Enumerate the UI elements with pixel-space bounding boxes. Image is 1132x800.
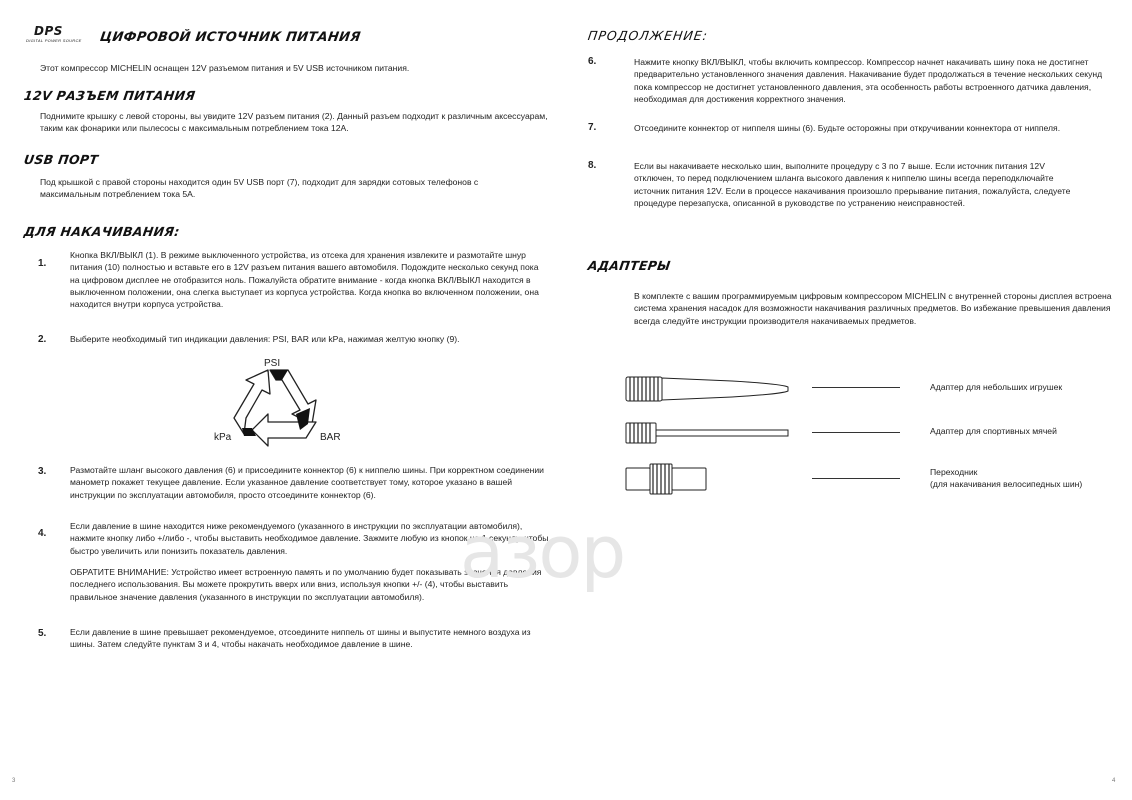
adapter-toy-label: Адаптер для небольших игрушек — [930, 382, 1063, 392]
step-text: Если вы накачиваете несколько шин, выполните процедуру с 3 по 7 выше. Если источник питания 12V отключен, то перед подключением шланга высокого давления к ниппелю шины всегда переподключайте источник питания 12V. Если в процессе накачивания произошло прерывание питания, пожалуйста, следуете процедуре перезапуска, описанной в руководстве по устранению неисправностей. — [634, 161, 1071, 208]
note-text: ОБРАТИТЕ ВНИМАНИЕ: Устройство имеет встроенную память и по умолчанию будет показывать значения давления последнего использования. Вы можете прокрутить вверх или вниз, используя кнопки +/- (4), чтобы выставить правильное значение давления (указанного в инструкции по эксплуатации автомобиля). — [70, 567, 542, 602]
label-psi: PSI — [264, 358, 281, 369]
intro-text: Этот компрессор MICHELIN оснащен 12V разъемом питания и 5V USB источником питания. — [40, 63, 410, 73]
step-number: 7. — [588, 122, 597, 133]
step-text: Если давление в шине превышает рекомендуемое, отсоедините ниппель от шины и выпустите немного воздуха из шины. Затем следуйте пунктам 3 и 4, чтобы накачать необходимое давление в шине. — [70, 627, 531, 650]
page-number-left: 3 — [12, 778, 16, 784]
step-number: 3. — [38, 466, 47, 477]
adapter-presta-label: Переходник (для накачивания велосипедных шин) — [930, 467, 1083, 490]
section-heading-inflate: ДЛЯ НАКАЧИВАНИЯ: — [22, 224, 181, 239]
section-text-12v: Поднимите крышку с левой стороны, вы увидите 12V разъем питания (2). Данный разъем подходит к различным аксессуарам, таким как фонарики или пылесосы с максимальным потреблением тока 12А. — [40, 111, 548, 134]
step-text: Если давление в шине находится ниже рекомендуемого (указанного в инструкции по эксплуатации автомобиля), нажмите кнопку либо +/либо -, чтобы выставить необходимое давление. Зажмите любую из кнопок на 1 секунду, чтобы быстро увеличить или понизить показатель давления. — [70, 521, 549, 556]
step-number: 6. — [588, 56, 597, 67]
adapter-toy-leader-line — [812, 387, 900, 388]
logo-tagline: DIGITAL POWER SOURCE — [26, 38, 82, 43]
step-text: Выберите необходимый тип индикации давления: PSI, BAR или kPa, нажимая желтую кнопку (9). — [70, 334, 460, 344]
page-title: ЦИФРОВОЙ ИСТОЧНИК ПИТАНИЯ — [98, 30, 362, 45]
adapter-ball-leader-line — [812, 432, 900, 433]
section-heading-12v: 12V РАЗЪЕМ ПИТАНИЯ — [22, 88, 197, 103]
label-bar: BAR — [320, 432, 341, 443]
adapter-toy-icon — [622, 374, 792, 404]
step-number: 2. — [38, 334, 47, 345]
logo-mark: DPS — [34, 24, 63, 38]
adapter-presta-leader-line — [812, 478, 900, 479]
step-number: 4. — [38, 528, 47, 539]
pressure-unit-cycle-diagram — [212, 352, 352, 452]
step-number: 8. — [588, 160, 597, 171]
adapter-ball-needle-icon — [622, 420, 792, 446]
adapters-text: В комплекте с вашим программируемым цифровым компрессором MICHELIN с внутренней стороны дисплея встроена система хранения насадок для возможности накачивания различных предметов. Во избежание превышения давления всегда следуйте инструкции производителя накачиваемых предметов. — [634, 291, 1112, 326]
step-text: Отсоедините коннектор от ниппеля шины (6). Будьте осторожны при откручивании коннектора от ниппеля. — [634, 123, 1061, 133]
page-number-right: 4 — [1112, 778, 1116, 784]
section-text-usb: Под крышкой с правой стороны находится один 5V USB порт (7), подходит для зарядки сотовых телефонов с максимальным потреблением тока 5А. — [40, 177, 479, 200]
continued-heading: ПРОДОЛЖЕНИЕ: — [586, 28, 710, 43]
adapter-presta-icon — [622, 462, 722, 496]
watermark: азор — [460, 510, 625, 594]
step-text: Нажмите кнопку ВКЛ/ВЫКЛ, чтобы включить компрессор. Компрессор начнет накачивать шину пока не достигнет предварительно установленного значения давления. Накачивание будет продолжаться в течение нескольких секунд пока компрессор не достигнет установленного давления, эта особенность работы встроенного датчика давления, необходимая для достижения корректного значения. — [634, 57, 1103, 104]
section-heading-usb: USB ПОРТ — [22, 152, 100, 167]
step-number: 5. — [38, 628, 47, 639]
logo — [26, 24, 86, 43]
step-text: Кнопка ВКЛ/ВЫКЛ (1). В режиме выключенного устройства, из отсека для хранения извлеките и размотайте шнур питания (10) полностью и вставьте его в 12V разъем питания вашего автомобиля. Подождите несколько секунд пока на цифровом дисплее не отобразится ноль. Пожалуйста обратите внимание - когда кнопка ВКЛ/ВЫКЛ находится в выключенном положении, она слегка выступает из корпуса устройства. Когда кнопка во включенном положении, она находится внутри корпуса устройства. — [70, 250, 539, 310]
step-number: 1. — [38, 258, 47, 269]
adapter-ball-label: Адаптер для спортивных мячей — [930, 426, 1057, 436]
step-text: Размотайте шланг высокого давления (6) и присоедините коннектор (6) к ниппелю шины. При корректном соединении манометр покажет текущее давление. Если указанное давление соответствует тому, которое указано в вашей инструкции по эксплуатации автомобиля, просто отсоедините коннектор (6). — [70, 465, 544, 500]
adapters-heading: АДАПТЕРЫ — [586, 258, 672, 273]
label-kpa: kPa — [214, 432, 232, 443]
